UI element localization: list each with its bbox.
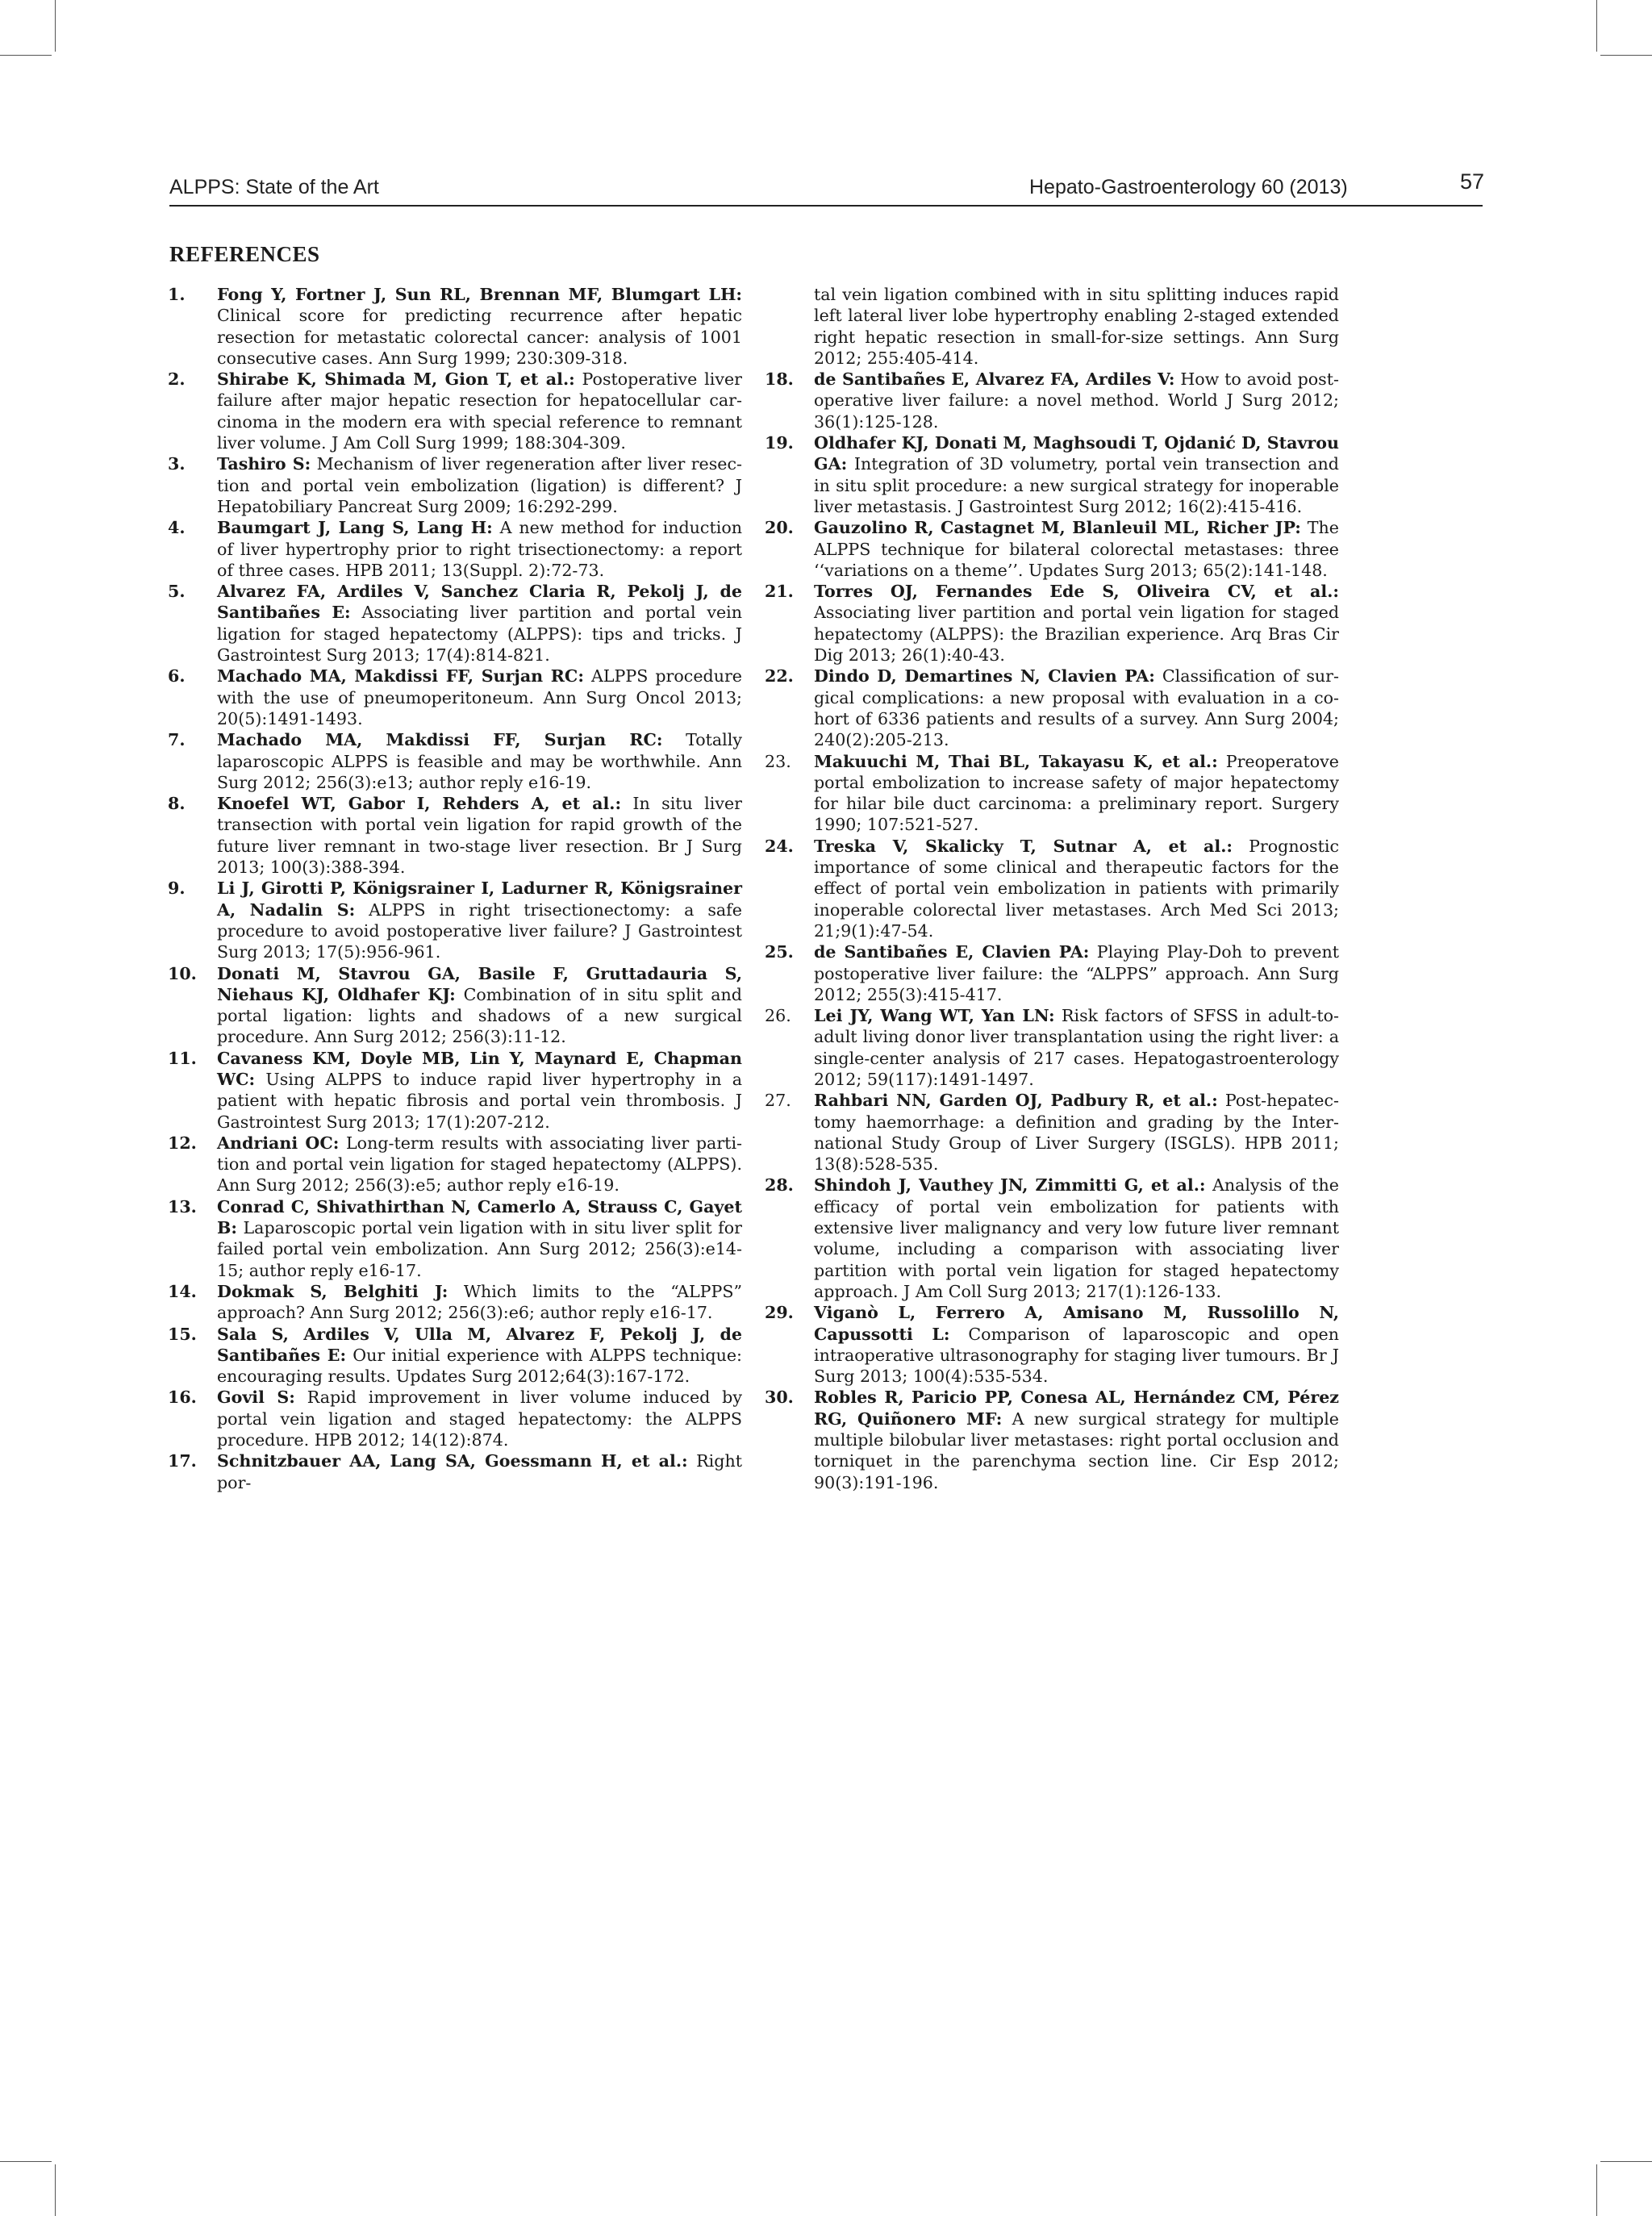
crop-mark (1600, 2161, 1652, 2162)
reference-authors: de Santibañes E, Clavien PA: (814, 942, 1090, 962)
journal-citation: Hepato-Gastroenterology 60 (2013) (1029, 176, 1348, 198)
reference-text: A new method for induction of liver hypertrophy prior to right trisectionectomy: a report of three cases. HPB 2011; 13(Suppl. 2):72-73. (217, 518, 742, 580)
references-left-column (168, 284, 742, 1493)
reference-number: 4. (168, 518, 186, 538)
reference-item (168, 284, 742, 369)
reference-text: A new surgical strategy for multiple multiple bilobular liver metastases: right portal occlusion and torniquet in the parenchyma section line. Cir Esp 2012; 90(3):191-196. (814, 1408, 1339, 1492)
reference-authors: Viganò L, Ferrero A, Amisano M, Russolillo N, Capussotti L: (814, 1303, 1339, 1344)
reference-number: 26. (765, 1006, 791, 1026)
reference-item (765, 369, 1339, 432)
crop-mark (1596, 0, 1597, 52)
reference-item (765, 517, 1339, 581)
reference-item (168, 1387, 742, 1450)
reference-text: Risk factors of SFSS in adult-to-adult living donor liver transplantation using the right liver: a single-center analysis of 217 cases. Hepatogastroenterology 2012; 59(117):1491-1497. (814, 1006, 1339, 1089)
reference-item (765, 1302, 1339, 1387)
reference-text: Playing Play-Doh to prevent postoperative liver failure: the “ALPPS” approach. Ann Surg 2012; 255(3):415-417. (814, 942, 1339, 1004)
reference-authors: Baumgart J, Lang S, Lang H: (217, 518, 493, 538)
reference-authors: Govil S: (217, 1388, 295, 1408)
running-title: ALPPS: State of the Art (169, 176, 379, 198)
reference-item (168, 1450, 742, 1493)
reference-number: 23. (765, 751, 791, 771)
reference-item (168, 517, 742, 581)
reference-number: 16. (168, 1388, 197, 1408)
reference-item (168, 369, 742, 453)
reference-item (765, 1175, 1339, 1302)
running-header (169, 169, 1485, 207)
reference-item (168, 1281, 742, 1324)
reference-number: 1. (168, 285, 186, 304)
reference-authors: Andriani OC: (217, 1133, 340, 1153)
reference-authors: Machado MA, Makdissi FF, Surjan RC: (217, 730, 663, 750)
reference-authors: Rahbari NN, Garden OJ, Padbury R, et al.: (814, 1091, 1218, 1111)
reference-item (765, 1387, 1339, 1492)
reference-number: 21. (765, 582, 794, 602)
reference-text: tal vein ligation combined with in situ splitting induces rapid left lateral liver lobe hypertrophy enabling 2-staged extended right hepatic resection in small-for-size settings. Ann Surg 2012; 255:405-414. (814, 285, 1339, 368)
reference-item (168, 1324, 742, 1388)
reference-authors: Li J, Girotti P, Königsrainer I, Ladurner R, Königsrainer A, Nadalin S: (217, 878, 742, 920)
reference-authors: Knoefel WT, Gabor I, Rehders A, et al.: (217, 794, 622, 814)
reference-text: Long-term results with associating liver partition and portal vein ligation for staged hepatectomy (ALPPS). Ann Surg 2012; 256(3):e5; author reply e16-19. (217, 1133, 742, 1196)
reference-text: ALPPS procedure with the use of pneumoperitoneum. Ann Surg Oncol 2013; 20(5):1491-1493. (217, 666, 742, 728)
reference-text: Postoperative liver failure after major hepatic resection for hepatocellular carcinoma in the modern era with special reference to remnant liver volume. J Am Coll Surg 1999; 188:304-309. (217, 369, 742, 453)
reference-number: 24. (765, 836, 794, 856)
reference-item (765, 751, 1339, 836)
reference-number: 25. (765, 942, 794, 962)
reference-text: Comparison of laparoscopic and open intraoperative ultrasonography for staging liver tumours. Br J Surg 2013; 100(4):535-534. (814, 1324, 1339, 1387)
reference-text: Clinical score for predicting recurrence after hepatic resection for metastatic colorectal cancer: analysis of 1001 consecutive cases. Ann Surg 1999; 230:309-318. (217, 306, 742, 368)
crop-mark (0, 55, 52, 56)
reference-authors: de Santibañes E, Alvarez FA, Ardiles V: (814, 369, 1175, 390)
reference-item (168, 963, 742, 1048)
reference-number: 17. (168, 1451, 197, 1471)
reference-item (765, 666, 1339, 750)
reference-number: 28. (765, 1175, 794, 1196)
references-heading: REFERENCES (169, 242, 320, 266)
crop-mark (0, 2161, 52, 2162)
reference-text: Our initial experience with ALPPS technique: encouraging results. Updates Surg 2012;64(3):167-172. (217, 1345, 742, 1387)
reference-item (765, 581, 1339, 666)
reference-text: Mechanism of liver regeneration after liver resection and portal vein embolization (ligation) is different? J Hepatobiliary Pancreat Surg 2009; 16:292-299. (217, 454, 743, 516)
reference-item (765, 1005, 1339, 1090)
reference-item (168, 793, 742, 878)
reference-authors: Tashiro S: (217, 454, 311, 474)
reference-authors: Torres OJ, Fernandes Ede S, Oliveira CV, et al.: (814, 582, 1339, 602)
reference-item (168, 729, 742, 793)
reference-authors: Shindoh J, Vauthey JN, Zimmitti G, et al.: (814, 1175, 1206, 1196)
reference-item (765, 836, 1339, 941)
reference-text: Prognostic importance of some clinical and therapeutic factors for the effect of portal vein embolization in patients with primarily inoperable colorectal liver metastases. Arch Med Sci 2013; 21;9(1):47-54. (814, 836, 1339, 941)
reference-number: 8. (168, 794, 186, 814)
crop-mark (1596, 2164, 1597, 2216)
reference-text: Using ALPPS to induce rapid liver hypertrophy in a patient with hepatic fibrosis and portal vein thrombosis. J Gastrointest Surg 2013; 17(1):207-212. (217, 1069, 742, 1132)
reference-authors: Fong Y, Fortner J, Sun RL, Brennan MF, Blumgart LH: (217, 285, 742, 304)
reference-number: 11. (168, 1048, 197, 1068)
page-number: 57 (1460, 169, 1485, 194)
crop-mark (1600, 55, 1652, 56)
reference-continuation (765, 284, 1339, 369)
reference-text: Associating liver partition and portal vein ligation for staged hepatectomy (ALPPS): the Brazilian experience. Arq Bras Cir Dig 2013; 26(1):40-43. (814, 603, 1339, 666)
reference-authors: Conrad C, Shivathirthan N, Camerlo A, Strauss C, Gayet B: (217, 1196, 742, 1238)
reference-authors: Treska V, Skalicky T, Sutnar A, et al.: (814, 836, 1233, 856)
reference-item (765, 432, 1339, 517)
reference-authors: Shirabe K, Shimada M, Gion T, et al.: (217, 369, 575, 390)
reference-item (168, 1133, 742, 1196)
reference-number: 9. (168, 878, 186, 899)
reference-text: Rapid improvement in liver volume induced by portal vein ligation and staged hepatectomy: the ALPPS procedure. HPB 2012; 14(12):874. (217, 1388, 742, 1450)
reference-text: Associating liver partition and portal vein ligation for staged hepatectomy (ALPPS): tips and tricks. J Gastrointest Surg 2013; 17(4):814-821. (217, 603, 742, 666)
reference-authors: Lei JY, Wang WT, Yan LN: (814, 1006, 1055, 1026)
crop-mark (55, 0, 56, 52)
reference-number: 18. (765, 369, 794, 390)
reference-authors: Schnitzbauer AA, Lang SA, Goessmann H, et al.: (217, 1451, 688, 1471)
reference-item (765, 1090, 1339, 1175)
reference-item (168, 878, 742, 962)
reference-text: Totally laparoscopic ALPPS is feasible and may be worthwhile. Ann Surg 2012; 256(3):e13; author reply e16-19. (217, 730, 742, 792)
reference-item (168, 1196, 742, 1281)
reference-item (168, 1048, 742, 1133)
reference-text: The ALPPS technique for bilateral colorectal metastases: three ‘‘variations on a theme’’. Updates Surg 2013; 65(2):141-148. (814, 518, 1339, 580)
reference-number: 3. (168, 454, 186, 474)
reference-number: 7. (168, 730, 186, 750)
reference-number: 30. (765, 1388, 794, 1408)
reference-number: 14. (168, 1281, 197, 1301)
reference-text: Integration of 3D volumetry, portal vein transection and in situ split procedure: a new surgical strategy for inoperable liver metastasis. J Gastrointest Surg 2012; 16(2):415-416. (814, 454, 1339, 516)
reference-number: 29. (765, 1303, 794, 1323)
reference-authors: Dindo D, Demartines N, Clavien PA: (814, 666, 1155, 687)
reference-item (168, 581, 742, 666)
reference-number: 6. (168, 666, 186, 687)
reference-text: Combination of in situ split and portal ligation: lights and shadows of a new surgical procedure. Ann Surg 2012; 256(3):11-12. (217, 984, 742, 1047)
reference-authors: Machado MA, Makdissi FF, Surjan RC: (217, 666, 584, 687)
reference-item (168, 666, 742, 729)
reference-authors: Gauzolino R, Castagnet M, Blanleuil ML, Richer JP: (814, 518, 1301, 538)
reference-text: Classification of surgical complications: a new proposal with evaluation in a cohort of 6336 patients and results of a survey. Ann Surg 2004; 240(2):205-213. (814, 666, 1339, 750)
reference-text: Which limits to the “ALPPS” approach? Ann Surg 2012; 256(3):e6; author reply e16-17. (217, 1281, 742, 1323)
reference-text: Laparoscopic portal vein ligation with in situ liver split for failed portal vein embolization. Ann Surg 2012; 256(3):e14-15; author reply e16-17. (217, 1218, 742, 1280)
reference-number: 20. (765, 518, 794, 538)
reference-authors: Dokmak S, Belghiti J: (217, 1281, 448, 1301)
reference-text: In situ liver transection with portal vein ligation for rapid growth of the future liver remnant in two-stage liver resection. Br J Surg 2013; 100(3):388-394. (217, 794, 742, 878)
references-right-column (765, 284, 1339, 1493)
reference-authors: Makuuchi M, Thai BL, Takayasu K, et al.: (814, 751, 1218, 771)
reference-authors: Oldhafer KJ, Donati M, Maghsoudi T, Ojdanić D, Stavrou GA: (814, 433, 1339, 474)
reference-number: 27. (765, 1091, 791, 1111)
reference-text: ALPPS in right trisectionectomy: a safe procedure to avoid postoperative liver failure? J Gastrointest Surg 2013; 17(5):956-961. (217, 899, 742, 962)
reference-text: Preoperatove portal embolization to increase safety of major hepatectomy for hilar bile duct carcinoma: a preliminary report. Surgery 1990; 107:521-527. (814, 751, 1339, 835)
reference-number: 22. (765, 666, 794, 687)
reference-authors: Donati M, Stavrou GA, Basile F, Gruttadauria S, Niehaus KJ, Oldhafer KJ: (217, 963, 742, 1004)
reference-number: 2. (168, 369, 186, 390)
reference-authors: Sala S, Ardiles V, Ulla M, Alvarez F, Pekolj J, de Santibañes E: (217, 1324, 742, 1365)
reference-authors: Cavaness KM, Doyle MB, Lin Y, Maynard E, Chapman WC: (217, 1048, 742, 1089)
reference-authors: Robles R, Paricio PP, Conesa AL, Hernández CM, Pérez RG, Quiñonero MF: (814, 1388, 1339, 1429)
reference-number: 10. (168, 963, 197, 983)
reference-number: 19. (765, 433, 794, 453)
reference-item (765, 941, 1339, 1005)
reference-text: Right por- (217, 1451, 742, 1492)
reference-authors: Alvarez FA, Ardiles V, Sanchez Claria R, Pekolj J, de Santibañes E: (217, 582, 742, 623)
reference-text: Analysis of the efficacy of portal vein embolization for patients with extensive liver malignancy and very low future liver remnant volume, including a comparison with associating liver partition with portal vein ligation for staged hepatectomy approach. J Am Coll Surg 2013; 217(1):126-133. (814, 1175, 1339, 1301)
reference-number: 5. (168, 582, 186, 602)
reference-item (168, 453, 742, 517)
reference-number: 15. (168, 1324, 197, 1344)
reference-number: 12. (168, 1133, 197, 1153)
crop-mark (55, 2164, 56, 2216)
reference-number: 13. (168, 1196, 197, 1217)
reference-text: Post-hepatectomy haemorrhage: a definition and grading by the International Study Group of Liver Surgery (ISGLS). HPB 2011; 13(8):528-535. (814, 1091, 1339, 1175)
reference-text: How to avoid postoperative liver failure: a novel method. World J Surg 2012; 36(1):125-128. (814, 369, 1339, 432)
